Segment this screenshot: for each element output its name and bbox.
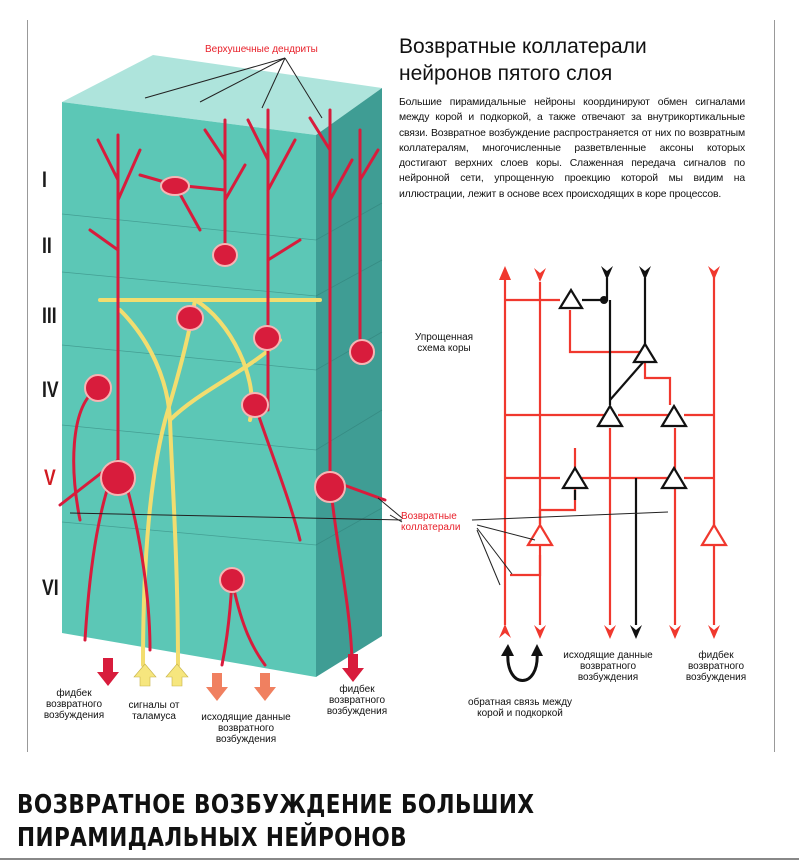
heading-line1: Возвратные коллатерали	[399, 35, 647, 58]
label-line: фидбек	[339, 684, 375, 695]
scheme-label	[408, 332, 480, 354]
arrow-up-red	[499, 266, 511, 280]
label-line: таламуса	[132, 711, 176, 722]
layer-label-VI: VI	[42, 575, 59, 600]
label-line: возбуждения	[577, 672, 639, 683]
feedback-left-label	[33, 688, 115, 721]
label-line: схема коры	[417, 343, 471, 354]
layer-label-IV: IV	[42, 377, 59, 402]
arrow-down-red	[604, 625, 616, 639]
thalamus-label	[116, 700, 192, 722]
feedback-loop-arrow	[508, 652, 537, 681]
recurrent-collaterals-line1: Возвратные	[401, 511, 457, 522]
article-description: Большие пирамидальные нейроны координируют обмен сигналами между корой и подкоркой, а также отвечают за внутрикортикальные связи. Возвратное возбуждение распространяется от них по возвратным коллатералям, многочисленные разветвленные аксоны которых достигают верхних слоев коры. Слаженная передача сигналов по нейронной сети, упрощенную проекцию которой мы видим на иллюстрации, лежит в основе всех происходящих в коре процессов.	[399, 97, 745, 200]
cortex-subcortex-label	[450, 697, 590, 719]
recurrent-collaterals-line2: коллатерали	[401, 522, 461, 533]
feedback-loop-head	[501, 644, 514, 656]
arrow-down-black	[601, 266, 613, 280]
label-line: корой и подкоркой	[477, 708, 563, 719]
arrow-down-red	[708, 625, 720, 639]
outgoing-label	[186, 712, 306, 745]
layer-label-II: II	[42, 233, 52, 258]
layer-label-I: I	[42, 167, 47, 192]
label-line: возвратного	[579, 661, 637, 672]
label-line: фидбек	[56, 688, 92, 699]
scheme-feedback-label	[676, 650, 756, 683]
recurrent-collaterals-label	[401, 511, 481, 533]
label-line: возбуждения	[215, 734, 277, 745]
bottom-divider	[0, 858, 799, 860]
label-line: Упрощенная	[414, 332, 474, 343]
label-line: возбуждения	[685, 672, 747, 683]
label-line: возбуждения	[43, 710, 105, 721]
scheme-bottom-arrows	[499, 624, 720, 639]
arrow-down-black	[630, 625, 642, 639]
feedback-loop-head	[531, 644, 543, 656]
scheme-neuron-red	[702, 525, 726, 545]
scheme-top-arrows	[499, 266, 720, 282]
scheme-neurons	[528, 290, 726, 545]
arrow-down-red	[669, 625, 681, 639]
synapse-dot	[600, 296, 608, 304]
page-title-line2: ПИРАМИДАЛЬНЫХ НЕЙРОНОВ	[17, 823, 408, 853]
apical-dendrites-label: Верхушечные дендриты	[205, 44, 318, 55]
scheme-neuron-red	[528, 525, 552, 545]
label-line: исходящие данные	[201, 712, 291, 723]
label-line: возвратного	[45, 699, 103, 710]
label-line: исходящие данные	[563, 650, 653, 661]
label-line: возвратного	[217, 723, 275, 734]
label-line: сигналы от	[128, 700, 180, 711]
arrow-down-red	[534, 268, 546, 282]
label-line: возбуждения	[326, 706, 388, 717]
label-line: возвратного	[687, 661, 745, 672]
scheme-outgoing-label	[547, 650, 669, 683]
label-line: возвратного	[328, 695, 386, 706]
page-title	[17, 789, 534, 855]
layer-label-V: V	[44, 465, 56, 490]
arrow-down-red	[534, 625, 546, 639]
article-heading	[399, 33, 759, 87]
page-title-line1: ВОЗВРАТНОЕ ВОЗБУЖДЕНИЕ БОЛЬШИХ	[17, 790, 535, 820]
label-line: обратная связь между	[467, 697, 573, 708]
arrow-down-red	[708, 266, 720, 280]
layer-label-III: III	[42, 303, 57, 328]
arrow-down-black	[639, 266, 651, 280]
arrow-up-red	[499, 624, 511, 638]
feedback-right-label	[316, 684, 398, 717]
heading-line2: нейронов пятого слоя	[399, 62, 613, 85]
scheme-collateral-pointers	[472, 512, 668, 585]
scheme-neuron-black	[560, 290, 582, 308]
label-line: фидбек	[698, 650, 734, 661]
